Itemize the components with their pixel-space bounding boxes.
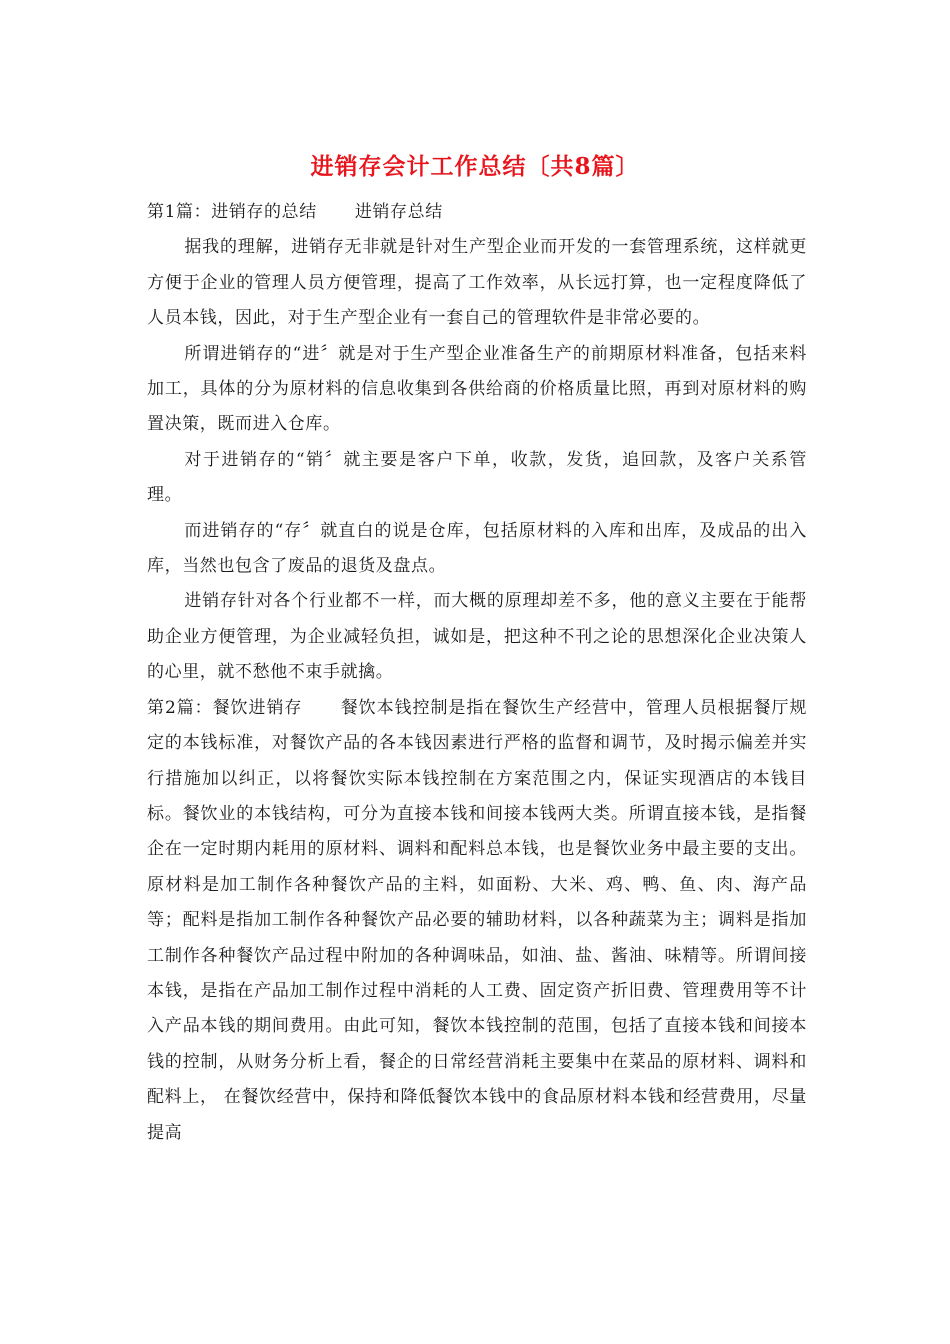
section1-subheading: 进销存总结 bbox=[354, 202, 443, 222]
document-title: 进销存会计工作总结〔共8篇〕 bbox=[310, 153, 640, 180]
section1-paragraph-4: 而进销存的“存〞就直白的说是仓库，包括原材料的入库和出库，及成品的出入库，当然也包含了废品的退货及盘点。 bbox=[147, 520, 807, 577]
section1-paragraph-3: 对于进销存的“销〞就主要是客户下单，收款，发货，追回款，及客户关系管理。 bbox=[147, 449, 807, 506]
section1-heading: 第1篇：进销存的总结 bbox=[147, 202, 317, 222]
section2-text: 餐饮本钱控制是指在餐饮生产经营中，管理人员根据餐厅规定的本钱标准，对餐饮产品的各本钱因素进行严格的监督和调节，及时揭示偏差并实行措施加以纠正，以将餐饮实际本钱控制在方案范围之内，保证实现酒店的本钱目标。餐饮业的本钱结构，可分为直接本钱和间接本钱两大类。所谓直接本钱，是指餐企在一定时期内耗用的原材料、调料和配料总本钱，也是餐饮业务中最主要的支出。原材料是加工制作各种餐饮产品的主料，如面粉、大米、鸡、鸭、鱼、肉、海产品等；配料是指加工制作各种餐饮产品必要的辅助材料，以各种蔬菜为主；调料是指加工制作各种餐饮产品过程中附加的各种调味品，如油、盐、酱油、味精等。所谓间接本钱，是指在产品加工制作过程中消耗的人工费、固定资产折旧费、管理费用等不计入产品本钱的期间费用。由此可知，餐饮本钱控制的范围，包括了直接本钱和间接本钱的控制，从财务分析上看，餐企的日常经营消耗主要集中在菜品的原材料、调料和配料上， 在餐饮经营中，保持和降低餐饮本钱中的食品原材料本钱和经营费用，尽量提高 bbox=[147, 697, 807, 1143]
section2-block bbox=[147, 691, 807, 1151]
section2-heading: 第2篇：餐饮进销存 bbox=[147, 697, 303, 718]
section1-heading-line bbox=[147, 195, 807, 230]
section1-paragraph-5: 进销存针对各个行业都不一样，而大概的原理却差不多，他的意义主要在于能帮助企业方便管理，为企业减轻负担，诚如是，把这种不刊之论的思想深化企业决策人的心里，就不愁他不束手就擒。 bbox=[147, 591, 807, 683]
document-body bbox=[147, 195, 807, 1151]
section1-paragraph-2: 所谓进销存的“进〞就是对于生产型企业准备生产的前期原材料准备，包括来料加工，具体的分为原材料的信息收集到各供给商的价格质量比照，再到对原材料的购置决策，既而进入仓库。 bbox=[147, 343, 807, 435]
section1-paragraph-1: 据我的理解，进销存无非就是针对生产型企业而开发的一套管理系统，这样就更方便于企业的管理人员方便管理，提高了工作效率，从长远打算，也一定程度降低了人员本钱，因此，对于生产型企业有一套自己的管理软件是非常必要的。 bbox=[147, 237, 807, 329]
